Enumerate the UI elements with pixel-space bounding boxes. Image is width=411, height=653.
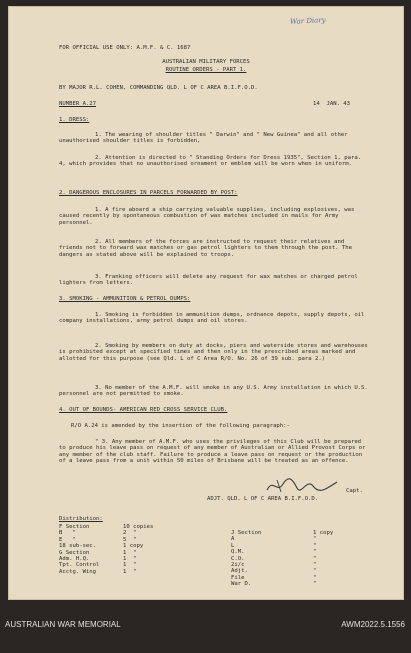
distribution-copies: 1 " [123, 555, 137, 562]
signature-handwriting [263, 476, 343, 496]
distribution-copies: " [313, 568, 317, 575]
archive-footer [0, 600, 411, 653]
distribution-recipient: J Section [231, 530, 262, 536]
order-date: 14 JAN. 43 [313, 101, 351, 107]
distribution-copies: " [313, 549, 317, 556]
section-1-para-1: 1. The wearing of shoulder titles " Darwin" and " New Guinea" and all other unauthorised shoulder titles is forbidden, [59, 132, 348, 145]
distribution-recipient: E " [59, 536, 76, 543]
distribution-copies: " [313, 536, 317, 543]
section-1-para-2: 2. Attention is directed to " Standing Orders for Dress 1935", Section 1, para. 4, which provides that no unauthorised ornament or emblem will be worn when in uniform. [59, 155, 362, 168]
distribution-copies: 1 copy [313, 530, 334, 536]
distribution-recipient: File [231, 574, 245, 581]
distribution-copies: " [313, 561, 317, 568]
signature-title: ADJT. QLD. L OF C AREA B.I.F.O.D. [207, 496, 319, 502]
footer-institution: AUSTRALIAN WAR MEMORIAL [5, 620, 121, 629]
order-number: NUMBER A.27 [59, 101, 97, 107]
distribution-copies: 1 " [123, 549, 137, 556]
document-page [8, 6, 404, 600]
section-heading-smoking: 3. SMOKING - AMMUNITION & PETROL DUMPS: [59, 296, 191, 302]
section-4-para-2: " 3. Any member of A.M.F. who uses the privileges of this Club will be prepared to produce his leave pass on request of any member of Australian or Allied Provost Corps or any member of the club staff. Failure to produce a leave pass on request or the production of a leave pass from a unit within 50 miles of Brisbane will be treated as an offence. [59, 439, 366, 465]
by-line: BY MAJOR R.L. COHEN, COMMANDING QLD. L OF C AREA B.I.F.O.D. [59, 85, 258, 91]
distribution-recipient: 18 sub-sec. [59, 543, 97, 550]
distribution-recipient: War D. [231, 581, 252, 588]
force-title: AUSTRALIAN MILITARY FORCES [162, 59, 250, 65]
distribution-recipient: Tpt. Control [59, 562, 100, 569]
official-use-line: FOR OFFICIAL USE ONLY: A.M.F. & C. 1687 [59, 45, 191, 51]
signature-rank: Capt. [346, 488, 363, 494]
distribution-copies: " [313, 574, 317, 581]
distribution-copies: 2 " [123, 530, 137, 537]
distribution-recipient: F Section [59, 524, 90, 530]
section-3-para-2: 2. Smoking by members on duty at docks, piers and waterside stores and warehouses is prohibited except at specified times and then only in the prescribed areas marked and allotted for this purpose (see Qld. L of C Area R/O. No. 26 of 39 sub. para 2.) [59, 343, 368, 362]
section-heading-dangerous-enclosures: 2. DANGEROUS ENCLOSURES IN PARCELS FORWARDED BY POST: [59, 190, 238, 196]
distribution-recipient: Adm. H.Q. [59, 555, 90, 562]
war-diary-annotation: War Diary [289, 16, 326, 26]
distribution-recipient: Q.M. [231, 549, 245, 556]
distribution-copies: 1 " [123, 562, 137, 569]
distribution-recipient: Adjt. [231, 568, 248, 575]
section-heading-out-of-bounds: 4. OUT OF BOUNDS- AMERICAN RED CROSS SERVICE CLUB. [59, 407, 228, 413]
distribution-recipient: A [231, 536, 235, 543]
distribution-copies: 5 " [123, 536, 137, 543]
distribution-copies: 10 copies [123, 524, 154, 530]
distribution-recipient: C.O. [231, 555, 245, 562]
section-2-para-2: 2. All members of the forces are instructed to request their relatives and friends not to forward wax matches or gas petrol lighters to them through the post. The dangers as stated above will be explained to troops. [59, 239, 352, 258]
distribution-recipient: G Section [59, 549, 90, 556]
distribution-title: Distribution: [59, 516, 103, 522]
footer-accession-number: AWM2022.5.1556 [341, 620, 405, 629]
distribution-copies: 1 " [123, 568, 137, 575]
distribution-recipient: Acctg. Wing [59, 568, 97, 575]
section-2-para-3: 3. Franking officers will delete any request for wax matches or charged petrol lighters from letters. [59, 274, 358, 287]
section-2-para-1: 1. A fire aboard a ship carrying valuable supplies, including explosives, was caused recently by spontaneous combustion of wax matches included in mails for Army personnel. [59, 207, 355, 226]
section-3-para-3: 3. No member of the A.M.F. will smoke in any U.S. Army installation in which U.S. personnel are not permitted to smoke. [59, 385, 368, 398]
section-heading-dress: 1. DRESS: [59, 117, 90, 123]
distribution-recipient: 2i/c [231, 561, 245, 568]
section-3-para-1: 1. Smoking is forbidden in ammunition dumps, ordnance depots, supply depots, oil company installations, army petrol dumps and oil stores. [59, 312, 365, 325]
distribution-copies: " [313, 542, 317, 549]
distribution-recipient: L [231, 542, 235, 549]
distribution-copies: " [313, 555, 317, 562]
section-4-para-1: R/O A.24 is amended by the insertion of the following paragraph:- [71, 423, 290, 429]
distribution-recipient: B " [59, 530, 76, 537]
distribution-copies: 1 copy [123, 543, 144, 550]
distribution-copies: " [313, 581, 317, 588]
routine-title: ROUTINE ORDERS - PART 1. [165, 67, 247, 73]
